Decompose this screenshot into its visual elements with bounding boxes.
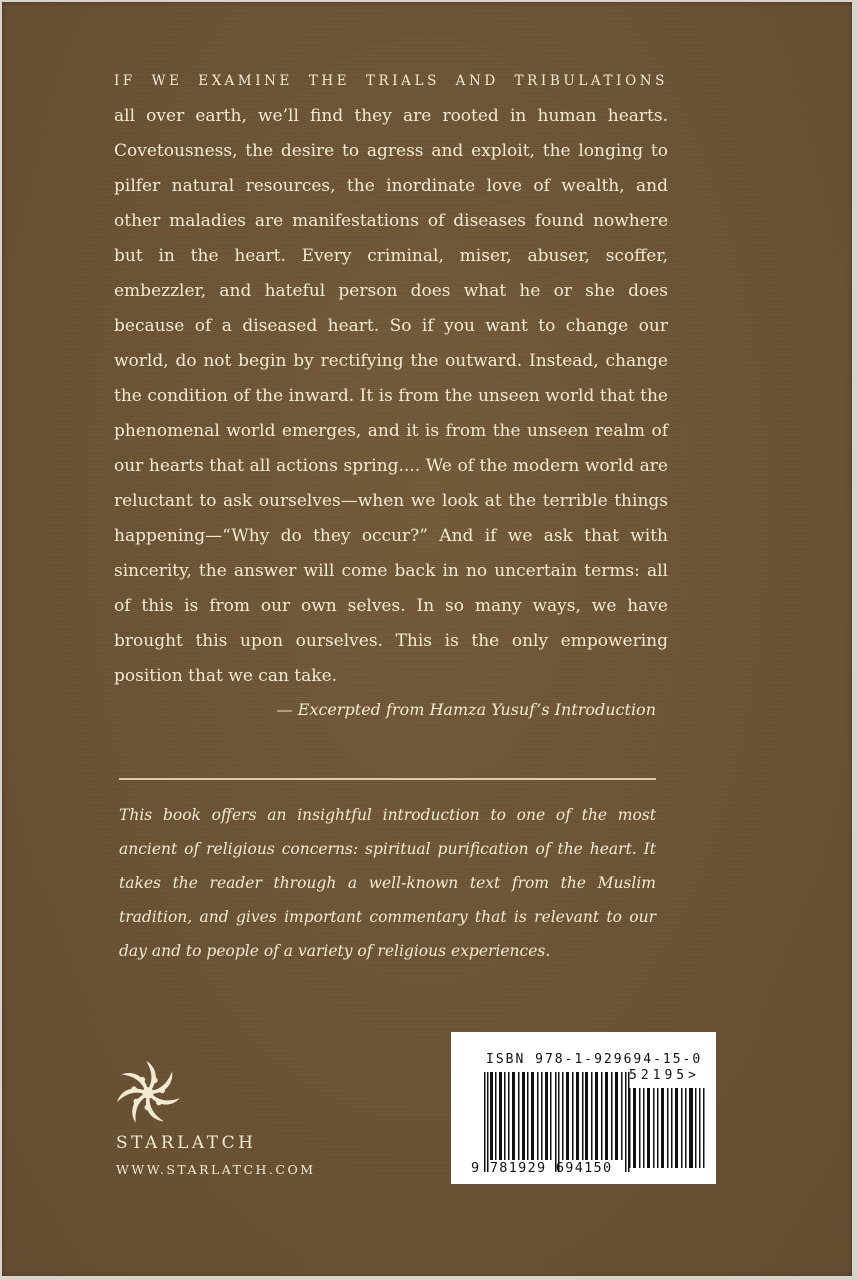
isbn-barcode	[451, 1032, 716, 1184]
publisher-url: WWW.STARLATCH.COM	[116, 1162, 316, 1177]
book-back-cover	[2, 2, 852, 1276]
ean-barcode-bars	[484, 1072, 634, 1172]
book-description-text: This book offers an insightful introduction to one of the most ancient of religious concerns: spiritual purification of the heart. It takes the reader through a well-known text from the Muslim tradition, and gives important commentary that is relevant to our day and to people of a variety of religious experiences.	[119, 806, 656, 960]
excerpt-body: all over earth, we’ll find they are rooted in human hearts. Covetousness, the desire to agress and exploit, the longing to pilfer natural resources, the inordinate love of wealth, and other maladies are manifestations of diseases found nowhere but in the heart. Every criminal, miser, abuser, scoffer, embezzler, and hateful person does what he or she does because of a diseased heart. So if you want to change our world, do not begin by rectifying the outward. Instead, change the condition of the inward. It is from the unseen world that the phenomenal world emerges, and it is from the unseen realm of our hearts that all actions spring.... We of the modern world are reluctant to ask ourselves—when we look at the terrible things happening—“Why do they occur?” And if we ask that with sincerity, the answer will come back in no uncertain terms: all of this is from our own selves. In so many ways, we have brought this upon ourselves. This is the only empowering position that we can take.	[114, 106, 668, 686]
excerpt-attribution: — Excerpted from Hamza Yusuf’s Introduction	[276, 700, 656, 719]
section-divider	[119, 778, 656, 780]
price-addon-bars	[629, 1088, 707, 1168]
star-flower-icon	[110, 1055, 186, 1131]
excerpt-lead-caps: IF WE EXAMINE THE TRIALS AND TRIBULATIONS	[114, 73, 668, 89]
price-code: 52195>	[629, 1068, 700, 1083]
book-description	[119, 798, 656, 968]
ean-digits: 9 781929 694150	[471, 1160, 613, 1176]
isbn-label: ISBN 978-1-929694-15-0	[486, 1052, 703, 1067]
excerpt-quote	[114, 64, 668, 694]
publisher-name: STARLATCH	[116, 1133, 257, 1153]
